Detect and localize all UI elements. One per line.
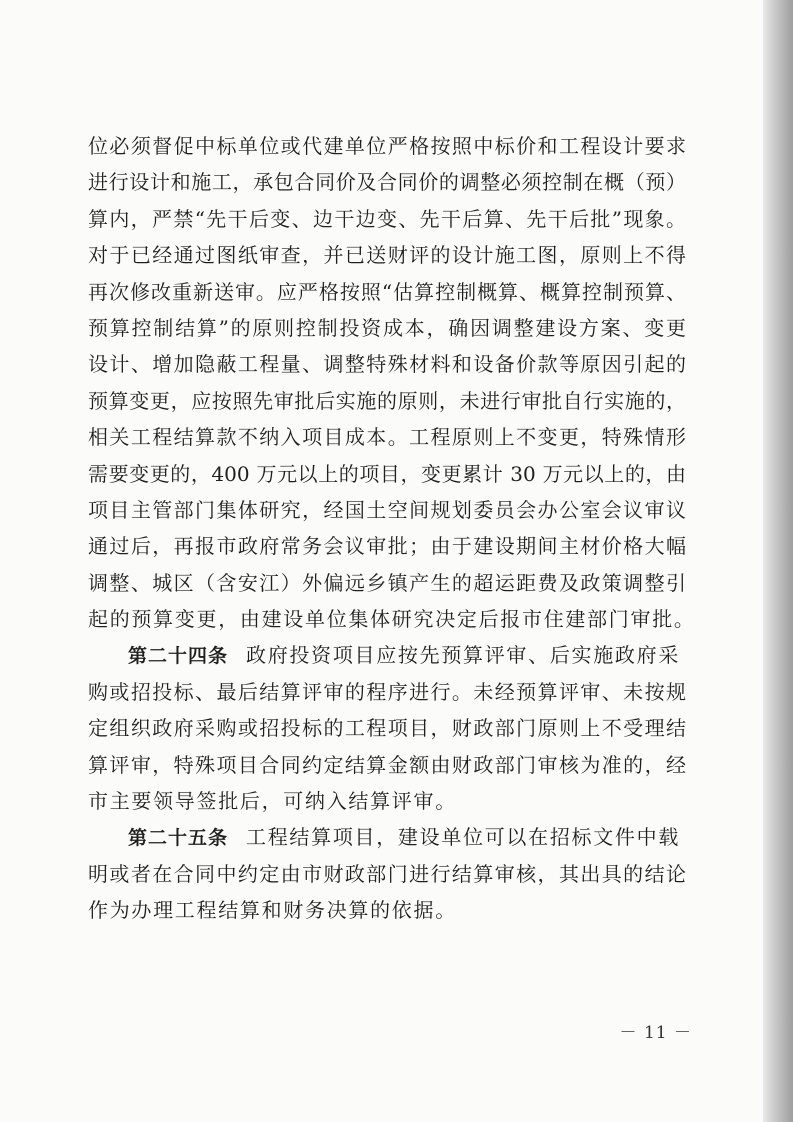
article-25-title: 第二十五条 (128, 827, 229, 850)
text-line: 起的预算变更，由建设单位集体研究决定后报市住建部门审批。 (88, 607, 696, 632)
article-24-first-line (88, 637, 686, 673)
text-line: 定组织政府采购或招投标的工程项目，财政部门原则上不受理结 (88, 716, 686, 741)
text-line: 对于已经通过图纸审查，并已送财评的设计施工图，原则上不得 (88, 243, 686, 268)
text-line: 市主要领导签批后，可纳入结算评审。 (88, 789, 457, 814)
text-line: 再次修改重新送审。应严格按照“估算控制概算、概算控制预算、 (88, 279, 686, 304)
text-line: 进行设计和施工，承包合同价及合同价的调整必须控制在概（预） (88, 170, 686, 195)
text-line: 项目主管部门集体研究，经国土空间规划委员会办公室会议审议 (88, 497, 686, 522)
text-line: 相关工程结算款不纳入项目成本。工程原则上不变更，特殊情形 (88, 425, 686, 450)
article-25-first-line (88, 819, 686, 855)
text-line: 明或者在合同中约定由市财政部门进行结算审核，其出具的结论 (88, 861, 686, 886)
article-24-title: 第二十四条 (128, 645, 229, 668)
text-line: 算内，严禁“先干后变、边干边变、先干后算、先干后批”现象。 (88, 206, 686, 231)
page-number: － 11 － (619, 1023, 692, 1043)
body-text (88, 128, 696, 929)
text-line: 预算变更，应按照先审批后实施的原则，未进行审批自行实施的， (88, 388, 686, 413)
text-line: 工程结算项目，建设单位可以在招标文件中载 (246, 825, 681, 850)
text-line: 位必须督促中标单位或代建单位严格按照中标价和工程设计要求 (88, 134, 686, 158)
text-line: 调整、城区（含安江）外偏远乡镇产生的超运距费及政策调整引 (88, 570, 686, 595)
text-line: 需要变更的，400 万元以上的项目，变更累计 30 万元以上的，由 (88, 461, 686, 486)
text-line: 算评审，特殊项目合同约定结算金额由财政部门审核为准的，经 (88, 752, 686, 777)
scan-edge-shadow (763, 0, 793, 1122)
text-line: 政府投资项目应按先预算评审、后实施政府采 (246, 643, 681, 668)
text-line: 预算控制结算”的原则控制投资成本，确因调整建设方案、变更 (88, 315, 686, 340)
text-line: 购或招投标、最后结算评审的程序进行。未经预算评审、未按规 (88, 679, 686, 704)
text-line: 通过后，再报市政府常务会议审批；由于建设期间主材价格大幅 (88, 534, 686, 559)
text-line: 作为办理工程结算和财务决算的依据。 (88, 898, 457, 923)
text-line: 设计、增加隐蔽工程量、调整特殊材料和设备价款等原因引起的 (88, 352, 686, 377)
